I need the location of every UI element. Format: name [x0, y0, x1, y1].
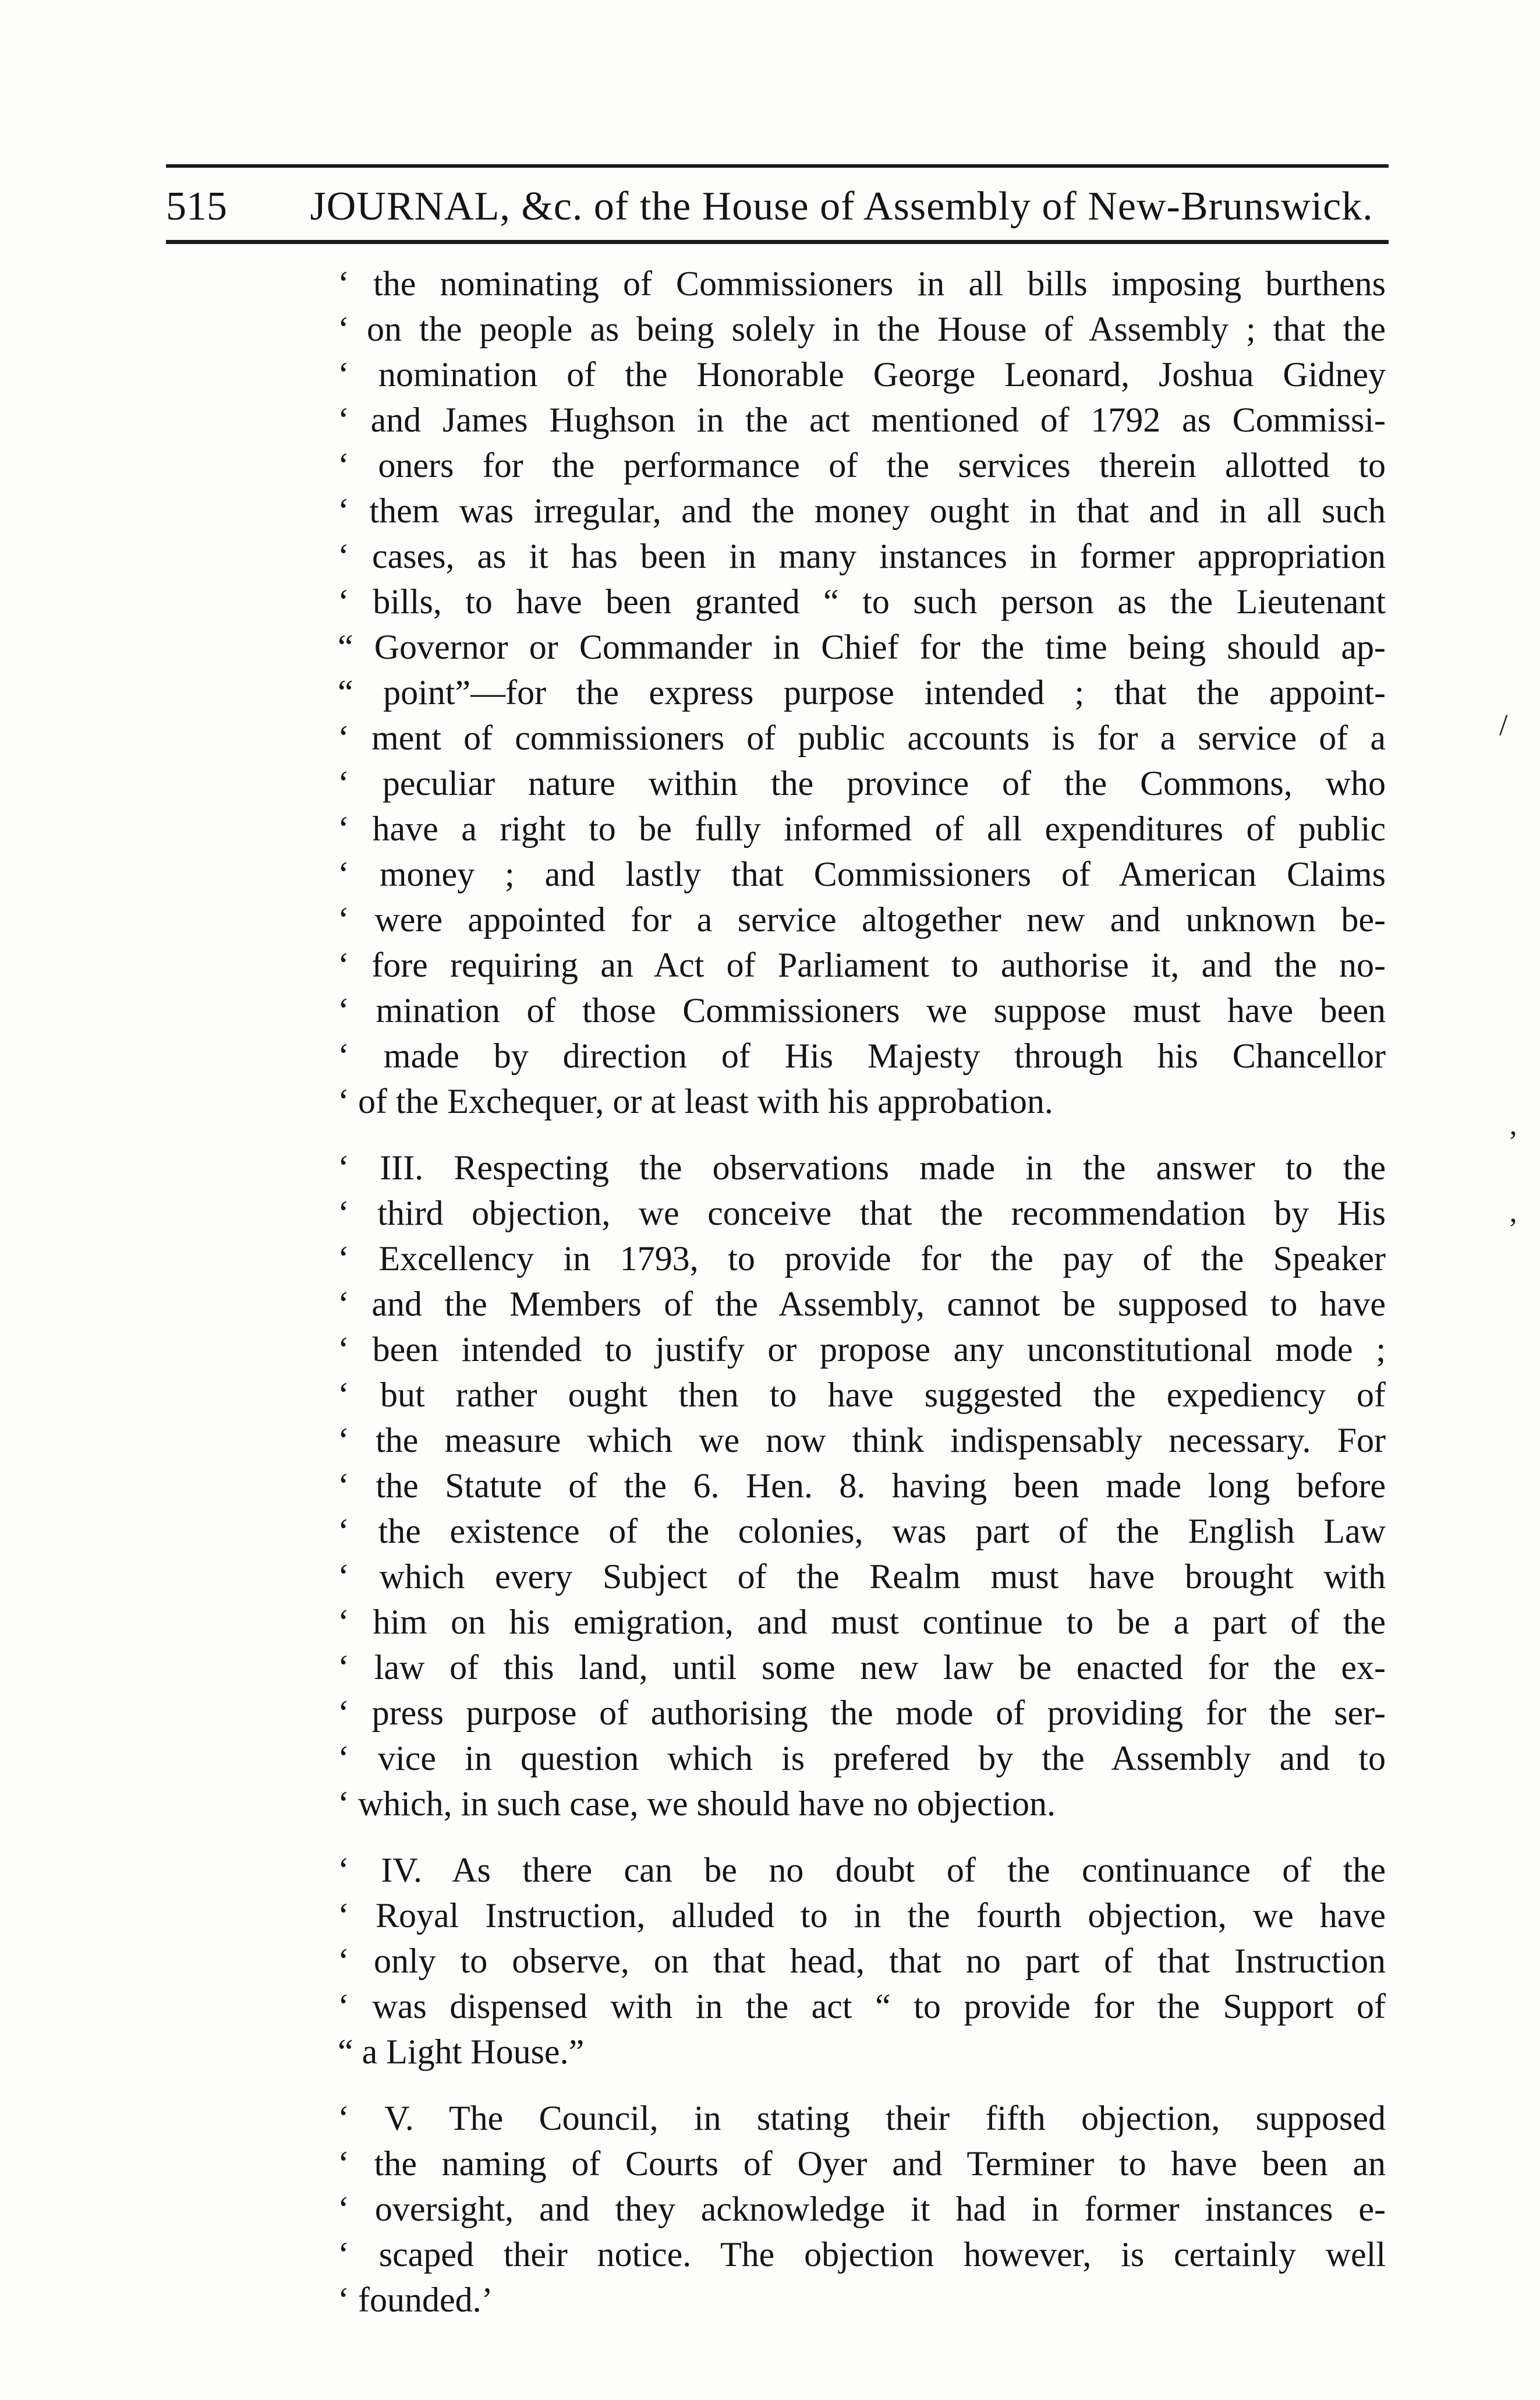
running-head: JOURNAL, &c. of the House of Assembly of New-Brunswick. [310, 184, 1373, 229]
header-rule-bottom [166, 240, 1389, 244]
text-line: ‘ cases, as it has been in many instances in former appropriation [338, 537, 1386, 575]
text-line: ‘ third objection, we conceive that the recommendation by His [338, 1194, 1386, 1232]
text-line: ‘ money ; and lastly that Commissioners of American Claims [338, 855, 1386, 893]
text-line: ‘ Royal Instruction, alluded to in the fourth objection, we have [338, 1896, 1386, 1935]
margin-note: ’ [1508, 1213, 1518, 1246]
text-line: ‘ press purpose of authorising the mode of providing for the ser- [338, 1694, 1386, 1732]
text-line: ‘ V. The Council, in stating their fifth objection, supposed [338, 2099, 1386, 2137]
page-number: 515 [166, 184, 227, 229]
margin-note: ’ [1508, 1125, 1518, 1158]
paragraph [338, 261, 1386, 1124]
text-line: ‘ nomination of the Honorable George Leonard, Joshua Gidney [338, 355, 1386, 394]
text-line: ‘ have a right to be fully informed of all expenditures of public [338, 810, 1386, 848]
text-line: ‘ oversight, and they acknowledge it had in former instances e- [338, 2190, 1386, 2228]
margin-note: / [1499, 709, 1508, 742]
text-line: ‘ peculiar nature within the province of the Commons, who [338, 764, 1386, 803]
text-line: ‘ of the Exchequer, or at least with his approbation. [338, 1082, 1053, 1121]
text-line: ‘ been intended to justify or propose any unconstitutional mode ; [338, 1330, 1386, 1369]
text-line: “ a Light House.” [338, 2033, 585, 2071]
text-line: ‘ the measure which we now think indispensably necessary. For [338, 1421, 1386, 1459]
body-text [338, 261, 1386, 2344]
text-line: ‘ which every Subject of the Realm must have brought with [338, 1557, 1386, 1596]
text-line: “ point”—for the express purpose intended ; that the appoint- [338, 673, 1386, 712]
text-line: ‘ only to observe, on that head, that no part of that Instruction [338, 1942, 1386, 1980]
text-line: ‘ III. Respecting the observations made in the answer to the [338, 1148, 1386, 1187]
text-line: ‘ which, in such case, we should have no objection. [338, 1784, 1056, 1823]
text-line: ‘ him on his emigration, and must continue to be a part of the [338, 1603, 1386, 1641]
text-line: “ Governor or Commander in Chief for the time being should ap- [338, 628, 1386, 666]
text-line: ‘ IV. As there can be no doubt of the continuance of the [338, 1851, 1386, 1889]
text-line: ‘ founded.’ [338, 2281, 493, 2319]
text-line: ‘ was dispensed with in the act “ to provide for the Support of [338, 1987, 1386, 2026]
text-line: ‘ and the Members of the Assembly, cannot be supposed to have [338, 1285, 1386, 1323]
text-line: ‘ Excellency in 1793, to provide for the pay of the Speaker [338, 1239, 1386, 1278]
text-line: ‘ oners for the performance of the services therein allotted to [338, 446, 1386, 485]
text-line: ‘ but rather ought then to have suggested the expediency of [338, 1376, 1386, 1414]
text-line: ‘ were appointed for a service altogether new and unknown be- [338, 900, 1386, 939]
text-line: ‘ fore requiring an Act of Parliament to authorise it, and the no- [338, 946, 1386, 984]
page-header [166, 175, 1389, 239]
text-line: ‘ scaped their notice. The objection however, is certainly well [338, 2235, 1386, 2274]
text-line: ‘ the existence of the colonies, was part of the English Law [338, 1512, 1386, 1550]
paragraph [338, 1145, 1386, 1826]
text-line: ‘ law of this land, until some new law be enacted for the ex- [338, 1648, 1386, 1687]
text-line: ‘ them was irregular, and the money ought in that and in all such [338, 492, 1386, 530]
text-line: ‘ mination of those Commissioners we suppose must have been [338, 991, 1386, 1030]
text-line: ‘ the Statute of the 6. Hen. 8. having been made long before [338, 1466, 1386, 1505]
text-line: ‘ bills, to have been granted “ to such person as the Lieutenant [338, 582, 1386, 621]
text-line: ‘ the nominating of Commissioners in all bills imposing burthens [338, 264, 1386, 303]
text-line: ‘ made by direction of His Majesty through his Chancellor [338, 1037, 1386, 1075]
header-rule-top [166, 164, 1389, 168]
paragraph [338, 2095, 1386, 2323]
text-line: ‘ on the people as being solely in the House of Assembly ; that the [338, 310, 1386, 348]
paragraph [338, 1847, 1386, 2074]
text-line: ‘ and James Hughson in the act mentioned of 1792 as Commissi- [338, 401, 1386, 439]
text-line: ‘ ment of commissioners of public accounts is for a service of a [338, 719, 1386, 757]
text-line: ‘ vice in question which is prefered by the Assembly and to [338, 1739, 1386, 1777]
text-line: ‘ the naming of Courts of Oyer and Terminer to have been an [338, 2144, 1386, 2183]
